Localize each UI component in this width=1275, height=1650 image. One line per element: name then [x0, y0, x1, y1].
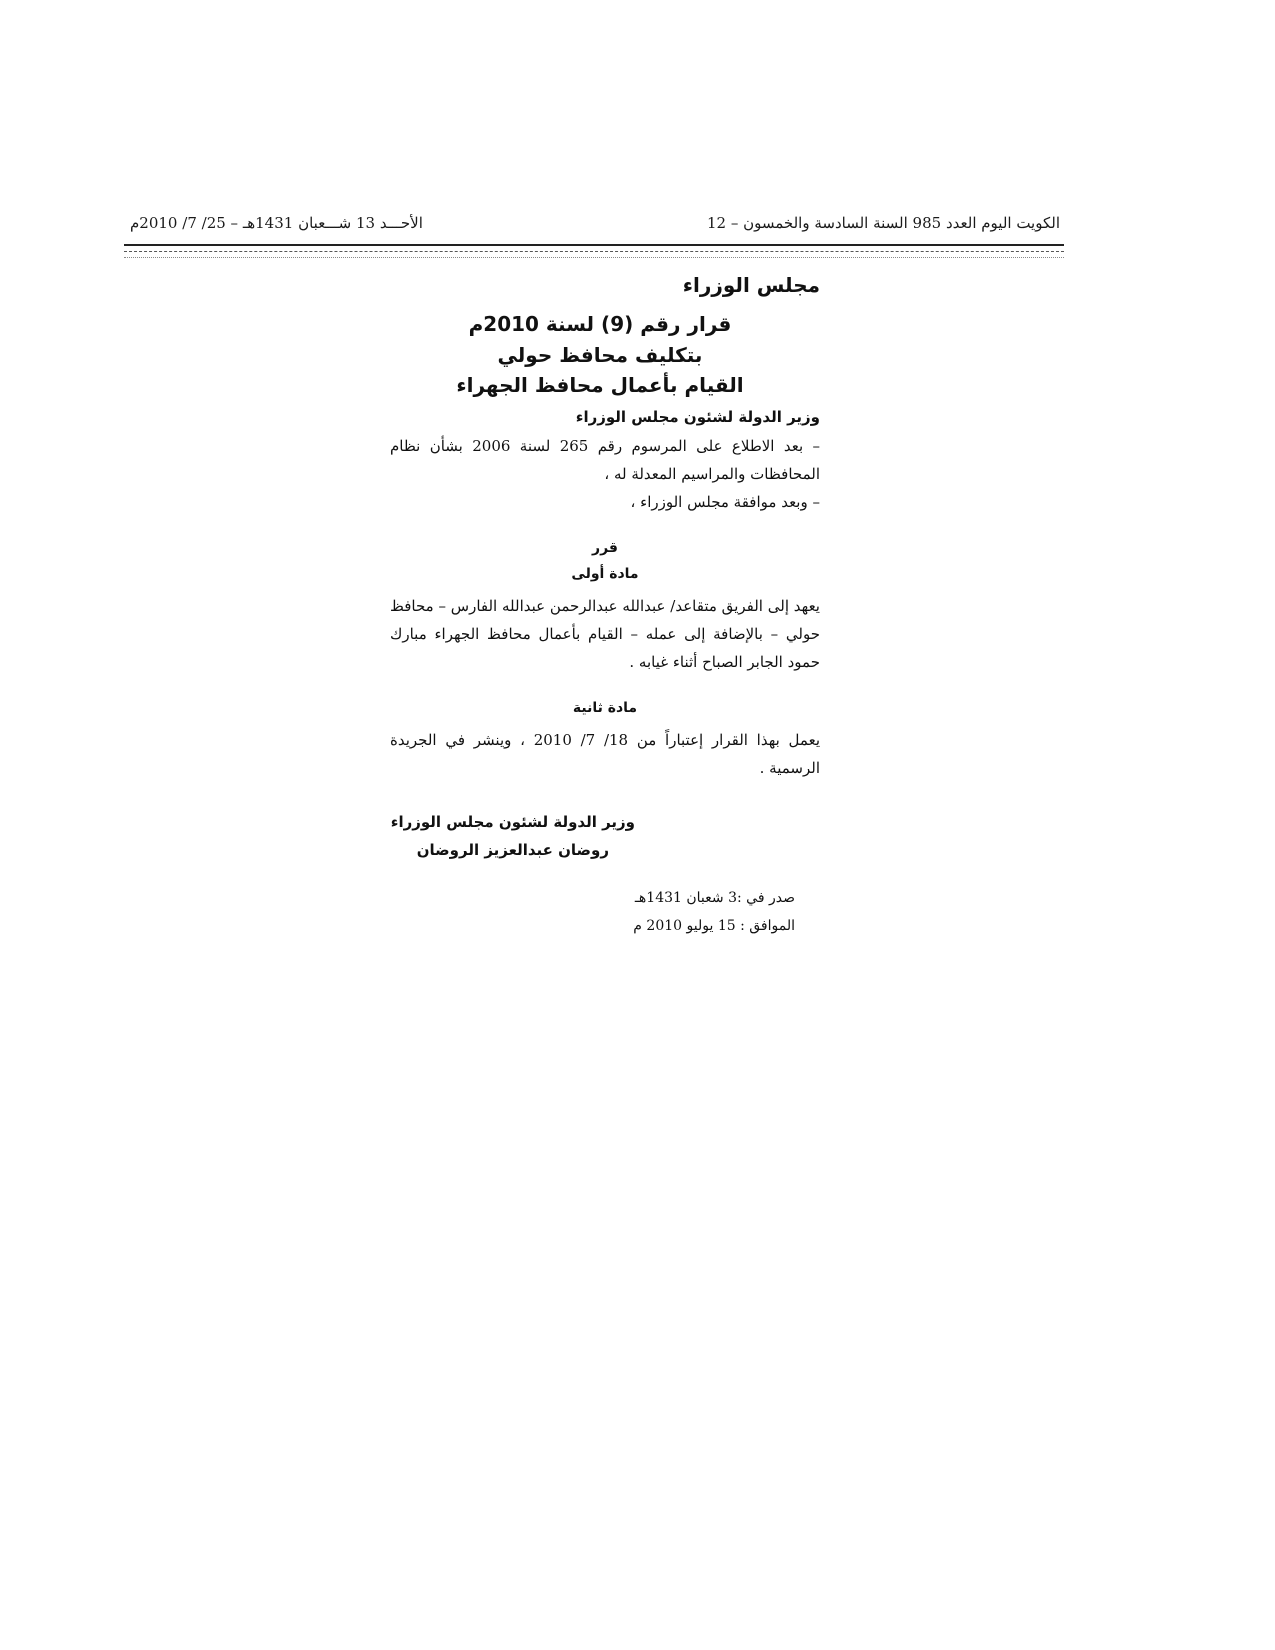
article-1-text: يعهد إلى الفريق متقاعد/ عبدالله عبدالرحمن عبدالله الفارس – محافظ حولي – بالإضافة إلى عمله – القيام بأعمال محافظ الجهراء مبارك حمود الجابر الصباح أثناء غيابه . — [390, 597, 820, 671]
header-rule-dotted — [124, 257, 1064, 258]
page-header — [130, 214, 1060, 244]
header-rule-dashed — [124, 251, 1064, 252]
header-rule — [124, 244, 1064, 246]
decided-heading: قرر — [592, 540, 618, 556]
header-date: الأحـــد 13 شـــعبان 1431هـ – 25/ 7/ 2010م — [130, 214, 423, 232]
preamble-2: – وبعد موافقة مجلس الوزراء ، — [630, 493, 820, 511]
article-2-text: يعمل بهذا القرار إعتباراً من 18/ 7/ 2010 ، وينشر في الجريدة الرسمية . — [390, 731, 820, 777]
issued-gregorian: الموافق : 15 يوليو 2010 م — [633, 918, 795, 934]
issued-date-block — [633, 884, 795, 940]
issued-hijri: صدر في :3 شعبان 1431هـ — [634, 890, 795, 906]
preamble-1: – بعد الاطلاع على المرسوم رقم 265 لسنة 2006 بشأن نظام المحافظات والمراسيم المعدلة له ، — [390, 437, 821, 483]
decision-title: قرار رقم (9) لسنة 2010م — [468, 312, 732, 336]
signature-title: وزير الدولة لشئون مجلس الوزراء — [390, 813, 635, 831]
signature-block — [391, 808, 635, 864]
minister-heading: وزير الدولة لشئون مجلس الوزراء — [575, 408, 820, 426]
signature-name: روضان عبدالعزيز الروضان — [416, 841, 610, 859]
article-1-heading: مادة أولى — [571, 566, 639, 582]
section-title: مجلس الوزراء — [682, 273, 820, 297]
decision-subtitle-1: بتكليف محافظ حولي — [497, 343, 703, 367]
header-issue-info: الكويت اليوم العدد 985 السنة السادسة والخمسون – 12 — [706, 214, 1060, 232]
decision-subtitle-2: القيام بأعمال محافظ الجهراء — [456, 373, 744, 397]
article-2-heading: مادة ثانية — [572, 700, 638, 716]
